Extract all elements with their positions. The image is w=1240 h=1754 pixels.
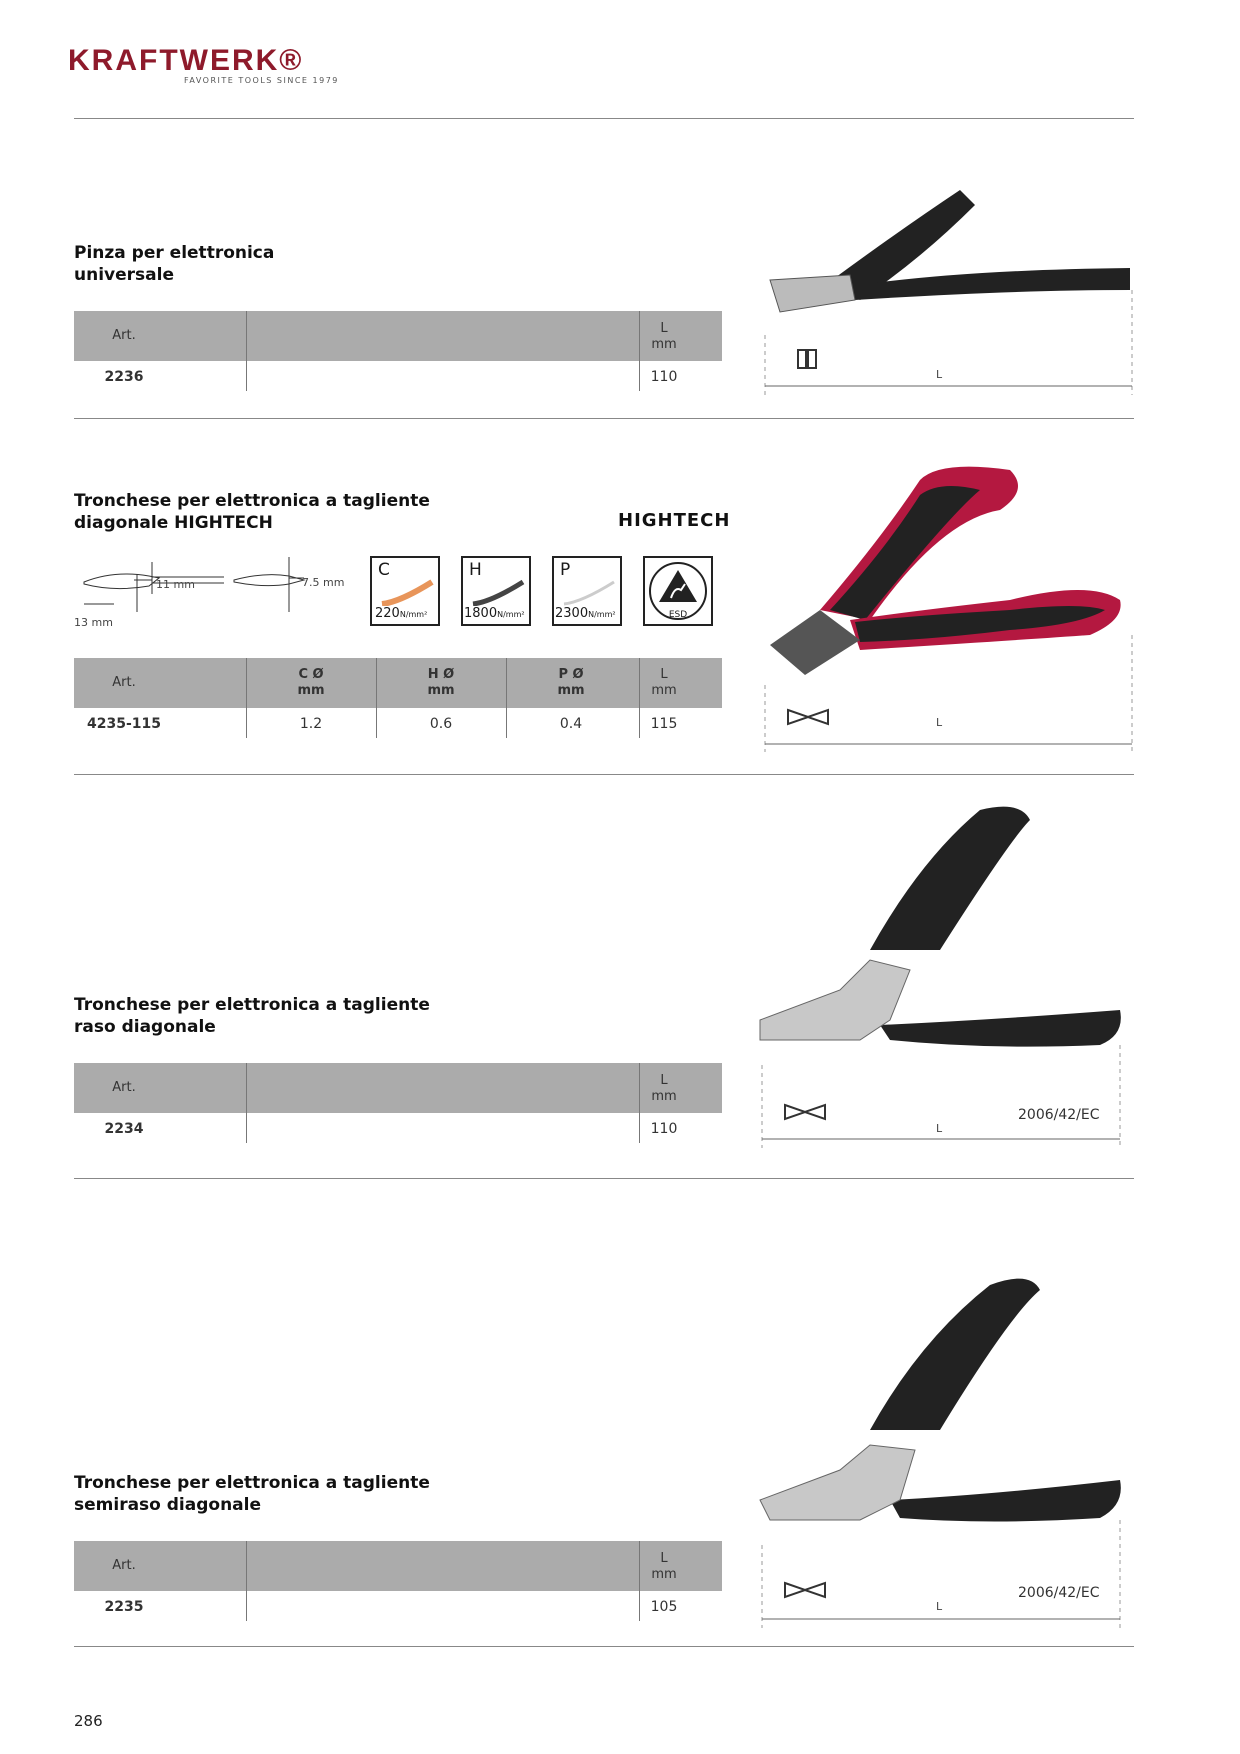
table-cell-art: 2234 xyxy=(104,1121,144,1137)
title-line: semiraso diagonale xyxy=(74,1495,262,1515)
header-length-unit: mm xyxy=(651,1089,677,1104)
spec-value xyxy=(375,606,427,621)
header-length-unit: mm xyxy=(651,1567,677,1582)
title-line: Tronchese per elettronica a tagliente xyxy=(74,995,430,1015)
table-cell-art: 2235 xyxy=(104,1599,144,1615)
header-c-unit: mm xyxy=(297,683,325,698)
header-length xyxy=(639,1073,689,1105)
table-cell-length: 105 xyxy=(650,1599,678,1615)
title-line: raso diagonale xyxy=(74,1017,216,1037)
header-c xyxy=(246,667,376,699)
spec-letter: C xyxy=(378,560,390,580)
flat-jaw-icon-part xyxy=(808,350,816,368)
soft-wire-icon xyxy=(380,576,436,606)
table-cell-art: 2236 xyxy=(104,369,144,385)
directive-label: 2006/42/EC xyxy=(1018,1107,1100,1123)
divider xyxy=(74,1178,1134,1179)
esd-box xyxy=(643,556,713,626)
spec-value xyxy=(555,606,616,621)
column-separator xyxy=(246,1063,247,1143)
header-h xyxy=(376,667,506,699)
header-length-label: L xyxy=(660,667,668,682)
header-p xyxy=(506,667,636,699)
pliers-jaw xyxy=(770,610,860,675)
spec-letter: P xyxy=(560,560,571,580)
brand-logo: KRAFTWERK® xyxy=(68,44,304,77)
dimension-label: L xyxy=(936,1600,943,1613)
header-length xyxy=(639,667,689,699)
dimension-label: L xyxy=(936,368,943,381)
flush-cutter-image xyxy=(740,800,1140,1150)
header-art: Art. xyxy=(112,1080,136,1095)
title-line: Tronchese per elettronica a tagliente xyxy=(74,1473,430,1493)
column-separator xyxy=(246,311,247,391)
jaw-length-label: 13 mm xyxy=(74,616,113,629)
pliers-jaw xyxy=(770,275,855,312)
directive-label: 2006/42/EC xyxy=(1018,1585,1100,1601)
header-h-label: H Ø xyxy=(427,667,455,682)
divider xyxy=(74,418,1134,419)
hightech-badge: HIGHTECH xyxy=(618,510,731,531)
header-length xyxy=(639,321,689,353)
pliers-handle-upper xyxy=(870,807,1030,950)
header-length xyxy=(639,1551,689,1583)
jaw-tip-label: 7.5 mm xyxy=(302,576,345,589)
spec-number: 220 xyxy=(375,606,400,621)
header-art: Art. xyxy=(112,328,136,343)
pliers-handle-lower xyxy=(880,1010,1121,1047)
header-length-label: L xyxy=(660,1551,668,1566)
cutting-capacity-c-box xyxy=(370,556,440,626)
title-line: Pinza per elettronica xyxy=(74,243,275,263)
section-3-table xyxy=(74,1063,722,1143)
table-cell-length: 110 xyxy=(650,369,678,385)
section-1-title xyxy=(74,242,274,286)
semi-flush-cutter-image xyxy=(740,1270,1140,1630)
header-c-label: C Ø xyxy=(298,667,324,682)
page-number: 286 xyxy=(74,1712,103,1730)
pliers-handle-upper xyxy=(870,1279,1040,1430)
header-p-label: P Ø xyxy=(558,667,584,682)
esd-triangle xyxy=(659,570,697,602)
column-separator xyxy=(246,1541,247,1621)
spec-unit: N/mm² xyxy=(399,610,428,619)
section-2-table xyxy=(74,658,722,738)
jaw-sketch-side xyxy=(84,574,159,589)
section-2-title xyxy=(74,490,430,534)
dimension-label: L xyxy=(936,1122,943,1135)
diagonal-cut-icon xyxy=(785,1583,825,1597)
table-cell-c: 1.2 xyxy=(299,716,323,732)
header-length-label: L xyxy=(660,1073,668,1088)
table-cell-h: 0.6 xyxy=(429,716,453,732)
table-cell-art: 4235-115 xyxy=(87,716,161,732)
header-length-unit: mm xyxy=(651,683,677,698)
esd-label: ESD xyxy=(668,610,688,620)
header-length-unit: mm xyxy=(651,337,677,352)
spec-unit: N/mm² xyxy=(497,610,525,619)
header-art: Art. xyxy=(112,1558,136,1573)
section-1-table xyxy=(74,311,722,391)
title-line: universale xyxy=(74,265,174,285)
table-cell-p: 0.4 xyxy=(559,716,583,732)
wire-shape xyxy=(564,582,614,604)
cutting-capacity-h-box xyxy=(461,556,531,626)
table-cell-length: 110 xyxy=(650,1121,678,1137)
header-p-unit: mm xyxy=(557,683,585,698)
header-art: Art. xyxy=(112,675,136,690)
cutting-capacity-p-box xyxy=(552,556,622,626)
header-h-unit: mm xyxy=(427,683,455,698)
title-line: Tronchese per elettronica a tagliente xyxy=(74,491,430,511)
spec-number: 1800 xyxy=(464,606,498,621)
spec-value xyxy=(464,606,525,621)
spec-letter: H xyxy=(469,560,482,580)
divider xyxy=(74,1646,1134,1647)
jaw-width-label: 11 mm xyxy=(156,578,195,591)
wire-shape xyxy=(382,582,432,604)
hard-wire-icon xyxy=(471,576,527,606)
flat-jaw-icon xyxy=(798,350,806,368)
piano-wire-icon xyxy=(562,576,618,606)
wire-shape xyxy=(473,582,523,604)
title-line: diagonale HIGHTECH xyxy=(74,513,273,533)
divider xyxy=(74,118,1134,119)
spec-number: 2300 xyxy=(555,606,589,621)
hightech-cutter-image xyxy=(760,460,1140,760)
pliers-handle-lower xyxy=(890,1480,1121,1522)
section-3-title xyxy=(74,994,430,1038)
brand-tagline: FAVORITE TOOLS SINCE 1979 xyxy=(184,76,339,85)
spec-unit: N/mm² xyxy=(588,610,616,619)
universal-pliers-image xyxy=(760,150,1140,410)
divider xyxy=(74,774,1134,775)
pliers-jaw xyxy=(760,1445,915,1520)
section-4-table xyxy=(74,1541,722,1621)
diagonal-cut-icon xyxy=(788,710,828,724)
jaw-sketch-top xyxy=(234,575,304,586)
jaw-dimension-diagram xyxy=(74,552,354,632)
section-4-title xyxy=(74,1472,430,1516)
diagonal-cut-icon xyxy=(785,1105,825,1119)
dimension-label: L xyxy=(936,716,943,729)
header-length-label: L xyxy=(660,321,668,336)
table-cell-length: 115 xyxy=(650,716,678,732)
